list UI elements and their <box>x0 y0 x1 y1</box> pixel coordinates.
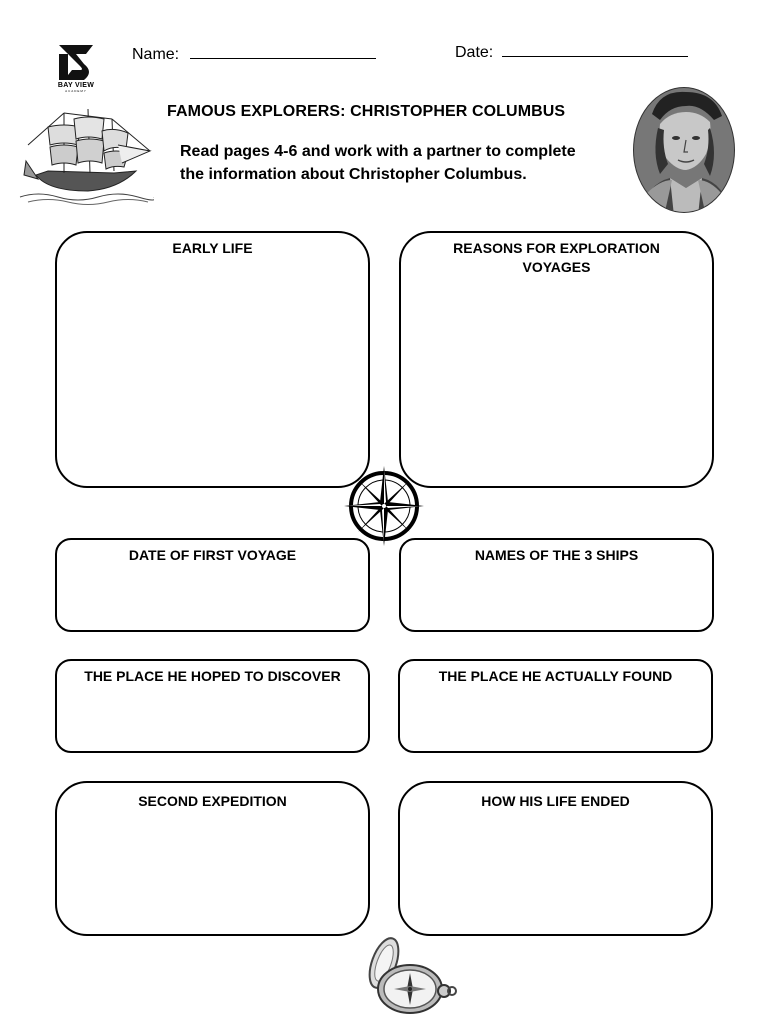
date-label: Date: <box>455 44 494 61</box>
name-blank[interactable] <box>190 45 376 59</box>
sailing-ship-icon <box>18 105 154 205</box>
second-expedition-box[interactable] <box>55 781 370 936</box>
logo-mark <box>56 42 96 82</box>
pocket-compass-icon <box>360 933 460 1019</box>
date-of-first-voyage-label: DATE OF FIRST VOYAGE <box>128 547 297 563</box>
reasons-label-line-2: VOYAGES <box>522 259 591 275</box>
logo-subtext: ACADEMY <box>65 89 87 93</box>
columbus-portrait-icon <box>630 84 738 216</box>
date-blank[interactable] <box>502 43 688 57</box>
names-of-ships-label: NAMES OF THE 3 SHIPS <box>474 547 639 563</box>
date-of-first-voyage-box[interactable] <box>55 538 370 632</box>
logo-text: BAY VIEW <box>57 82 95 89</box>
second-expedition-label: SECOND EXPEDITION <box>138 793 287 809</box>
place-found-box[interactable] <box>398 659 713 753</box>
place-hoped-label: THE PLACE HE HOPED TO DISCOVER <box>84 668 341 684</box>
instructions-line-1: Read pages 4-6 and work with a partner to complete <box>180 143 576 160</box>
place-hoped-box[interactable] <box>55 659 370 753</box>
how-life-ended-label: HOW HIS LIFE ENDED <box>481 793 630 809</box>
names-of-ships-box[interactable] <box>399 538 714 632</box>
instructions-line-2: the information about Christopher Columbus. <box>180 166 527 183</box>
how-life-ended-box[interactable] <box>398 781 713 936</box>
reasons-for-exploration-box[interactable] <box>399 231 714 488</box>
compass-rose-icon <box>342 464 426 548</box>
instructions <box>180 140 576 186</box>
reasons-label <box>401 239 712 277</box>
early-life-box[interactable] <box>55 231 370 488</box>
reasons-label-line-1: REASONS FOR EXPLORATION <box>453 240 660 256</box>
date-field[interactable] <box>455 43 688 62</box>
early-life-label: EARLY LIFE <box>172 240 253 256</box>
place-found-label: THE PLACE HE ACTUALLY FOUND <box>438 668 673 684</box>
bay-view-logo-icon <box>52 42 100 94</box>
name-label: Name: <box>132 46 180 63</box>
name-field[interactable] <box>132 45 376 64</box>
page-title: FAMOUS EXPLORERS: CHRISTOPHER COLUMBUS <box>167 103 566 120</box>
